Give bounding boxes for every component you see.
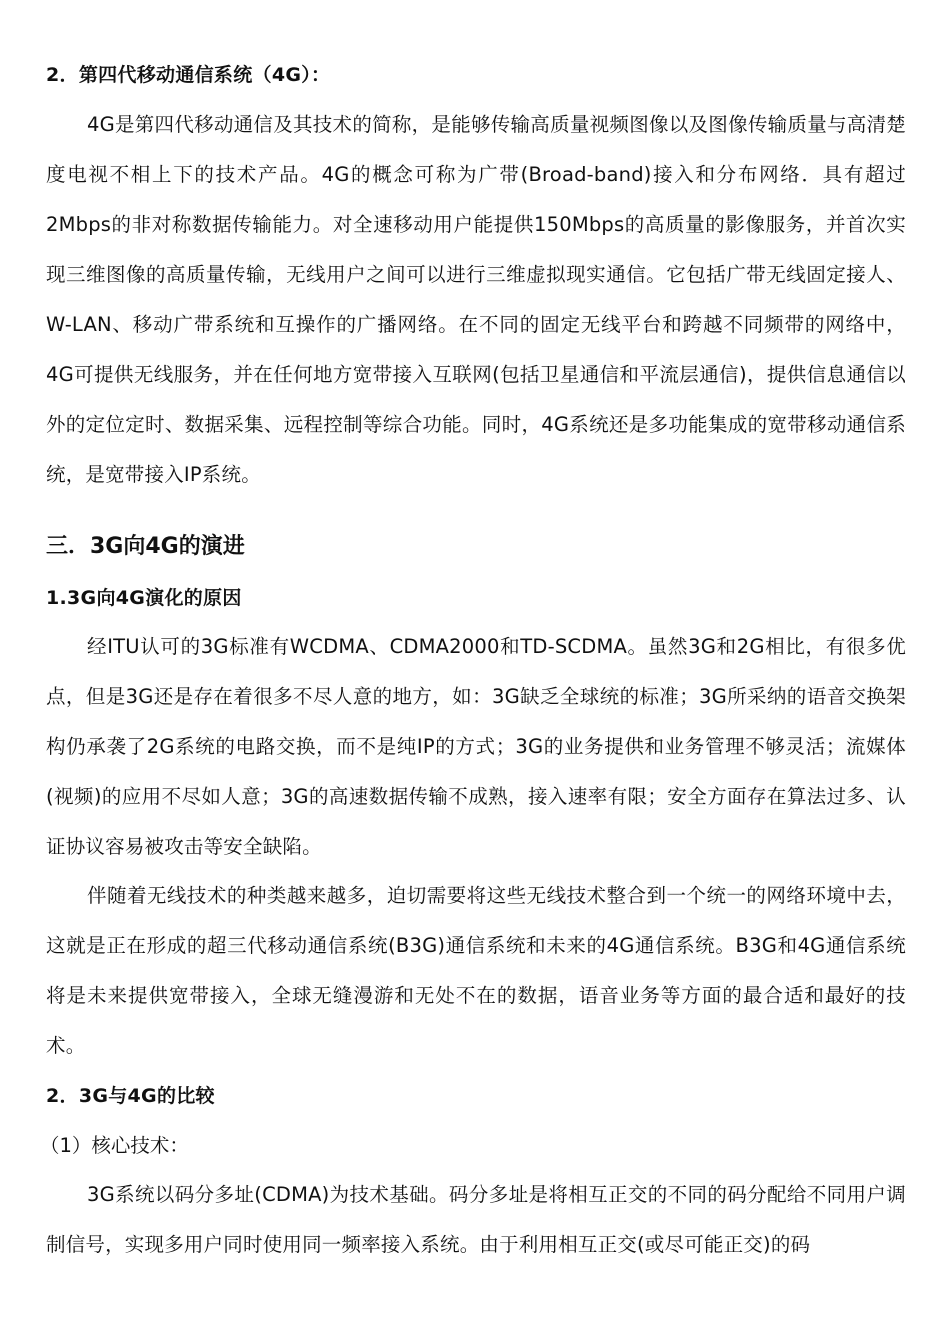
chapter-heading-evolution: 三．3G向4G的演进 (46, 534, 245, 559)
paragraph-cdma: 3G系统以码分多址(CDMA)为技术基础。码分多址是将相互正交的不同的码分配给不同用户调制信号，实现多用户同时使用同一频率接入系统。由于利用相互正交(或尽可能正交)的码 (46, 1183, 906, 1256)
paragraph-4g-intro: 4G是第四代移动通信及其技术的简称，是能够传输高质量视频图像以及图像传输质量与高清楚度电视不相上下的技术产品。4G的概念可称为广带(Broad-band)接入和分布网络．具有超过2Mbps的非对称数据传输能力。对全速移动用户能提供150Mbps的高质量的影像服务，并首次实现三维图像的高质量传输，无线用户之间可以进行三维虚拟现实通信。它包括广带无线固定接人、W-LAN、移动广带系统和互操作的广播网络。在不同的固定无线平台和跨越不同频带的网络中，4G可提供无线服务，并在任何地方宽带接入互联网(包括卫星通信和平流层通信)，提供信息通信以外的定位定时、数据采集、远程控制等综合功能。同时，4G系统还是多功能集成的宽带移动通信系统，是宽带接入IP系统。 (46, 113, 906, 486)
section-heading-4g: 2．第四代移动通信系统（4G）： (46, 64, 331, 86)
list-item-core-technology: （1）核心技术： (40, 1134, 189, 1157)
subsection-heading-reasons: 1.3G向4G演化的原因 (46, 587, 242, 609)
paragraph-b3g-4g: 伴随着无线技术的种类越来越多，迫切需要将这些无线技术整合到一个统一的网络环境中去，这就是正在形成的超三代移动通信系统(B3G)通信系统和未来的4G通信系统。B3G和4G通信系统将是未来提供宽带接入，全球无缝漫游和无处不在的数据，语音业务等方面的最合适和最好的技术。 (46, 884, 906, 1057)
subsection-heading-comparison: 2．3G与4G的比较 (46, 1085, 215, 1107)
paragraph-3g-shortcomings: 经ITU认可的3G标准有WCDMA、CDMA2000和TD-SCDMA。虽然3G和2G相比，有很多优点，但是3G还是存在着很多不尽人意的地方，如：3G缺乏全球统的标准；3G所采纳的语音交换架构仍承袭了2G系统的电路交换，而不是纯IP的方式；3G的业务提供和业务管理不够灵活；流媒体(视频)的应用不尽如人意；3G的高速数据传输不成熟，接入速率有限；安全方面存在算法过多、认证协议容易被攻击等安全缺陷。 (46, 635, 906, 858)
